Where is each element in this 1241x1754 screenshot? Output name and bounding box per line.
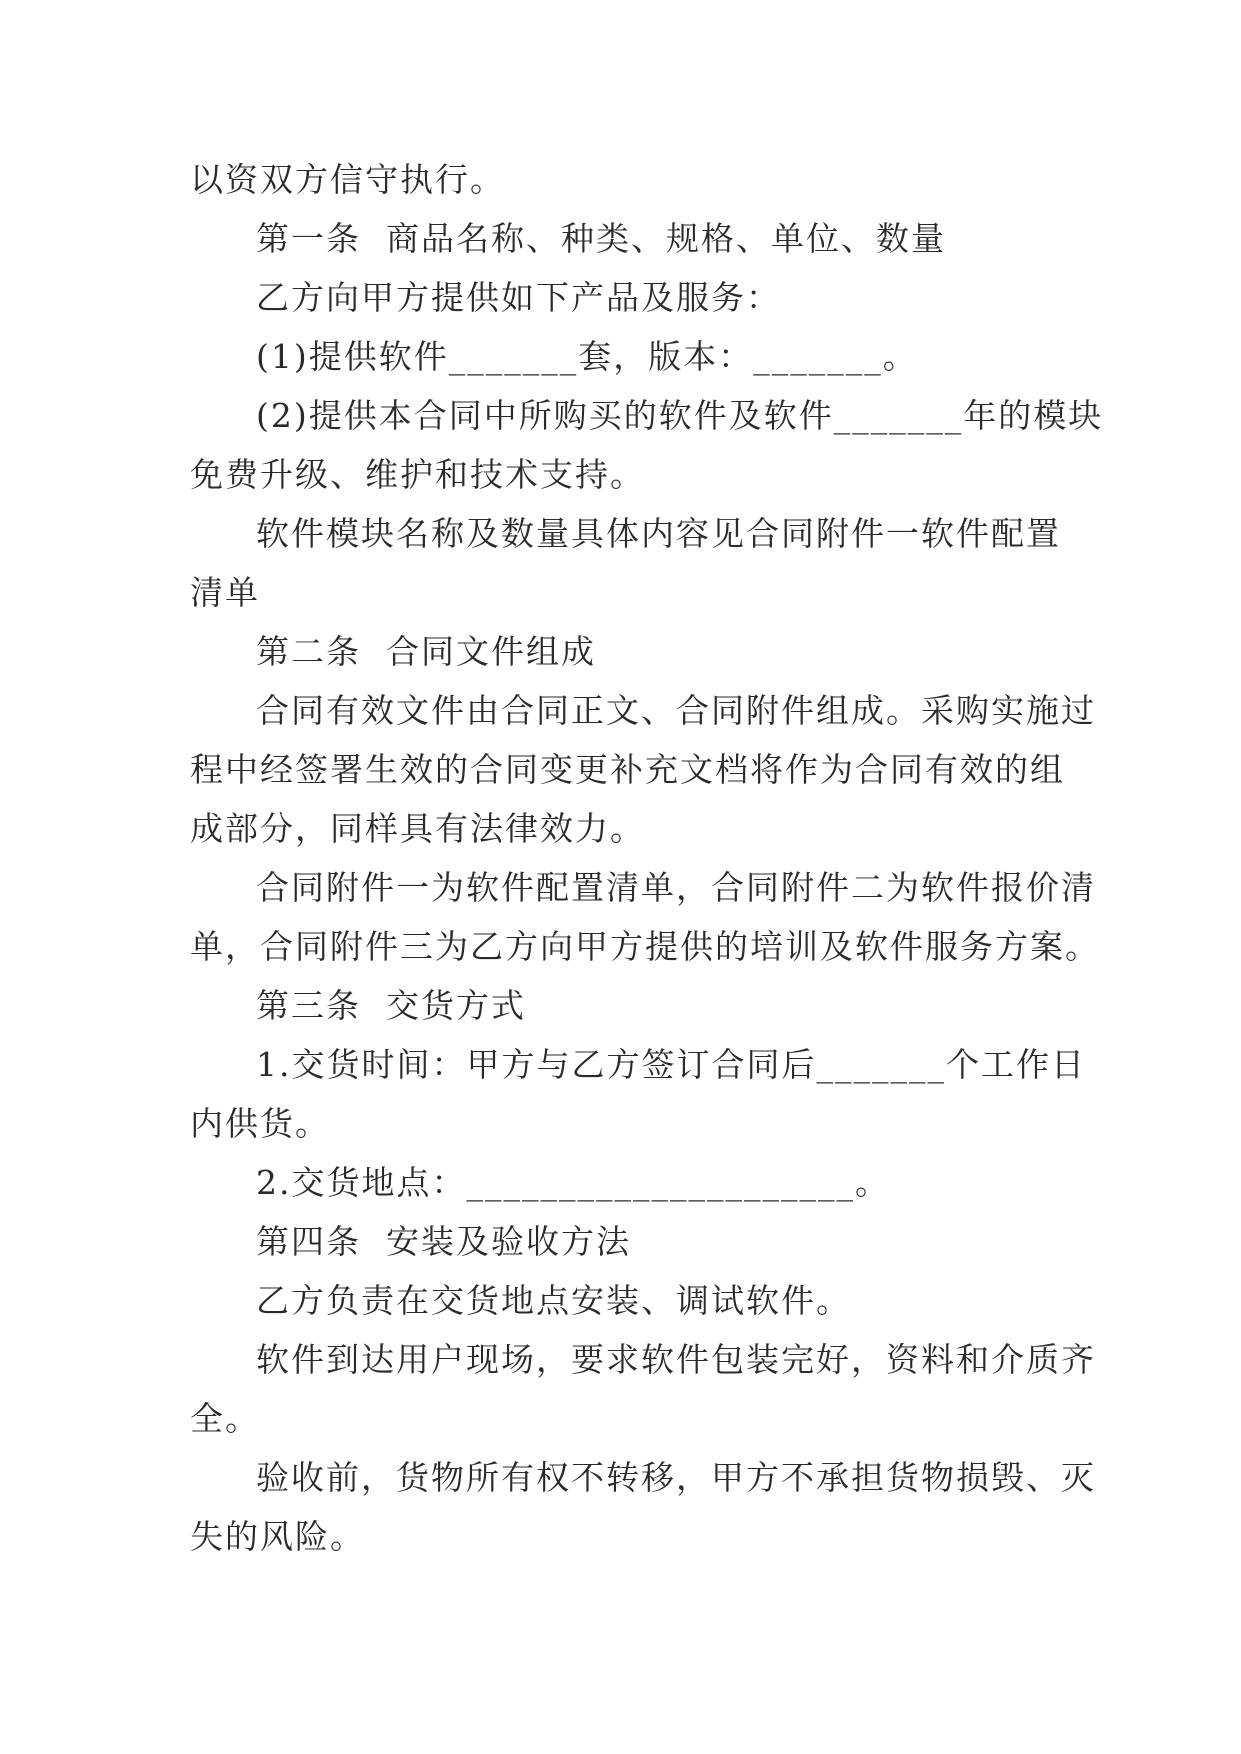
text-line: 1.交货时间：甲方与乙方签订合同后_______个工作日 xyxy=(256,1045,1086,1084)
document-body xyxy=(190,150,1104,1566)
clause-heading: 第一条 商品名称、种类、规格、单位、数量 xyxy=(256,219,946,258)
text-line: 清单 xyxy=(190,573,260,612)
text-line: 免费升级、维护和技术支持。 xyxy=(190,455,645,494)
text-line: 合同附件一为软件配置清单，合同附件二为软件报价清 xyxy=(256,868,1096,907)
text-line: 合同有效文件由合同正文、合同附件组成。采购实施过 xyxy=(256,691,1096,730)
text-line: 软件模块名称及数量具体内容见合同附件一软件配置 xyxy=(256,514,1061,553)
text-line: 单，合同附件三为乙方向甲方提供的培训及软件服务方案。 xyxy=(190,927,1100,966)
text-line: 软件到达用户现场，要求软件包装完好，资料和介质齐 xyxy=(256,1340,1096,1379)
clause-heading: 第三条 交货方式 xyxy=(256,986,526,1025)
text-line: 乙方向甲方提供如下产品及服务： xyxy=(256,278,781,317)
text-line: 成部分，同样具有法律效力。 xyxy=(190,809,645,848)
text-line: 乙方负责在交货地点安装、调试软件。 xyxy=(256,1281,851,1320)
clause-heading: 第二条 合同文件组成 xyxy=(256,632,596,671)
text-line: 内供货。 xyxy=(190,1104,330,1143)
text-line: 失的风险。 xyxy=(190,1517,365,1556)
text-line: (1)提供软件_______套，版本：_______。 xyxy=(256,337,918,376)
text-line: 全。 xyxy=(190,1399,260,1438)
text-line: (2)提供本合同中所购买的软件及软件_______年的模块 xyxy=(256,396,1104,435)
text-line: 程中经签署生效的合同变更补充文档将作为合同有效的组 xyxy=(190,750,1065,789)
text-line: 2.交货地点：_____________________。 xyxy=(256,1163,890,1202)
clause-heading: 第四条 安装及验收方法 xyxy=(256,1222,631,1261)
text-line: 以资双方信守执行。 xyxy=(190,160,505,199)
text-line: 验收前，货物所有权不转移，甲方不承担货物损毁、灭 xyxy=(256,1458,1096,1497)
